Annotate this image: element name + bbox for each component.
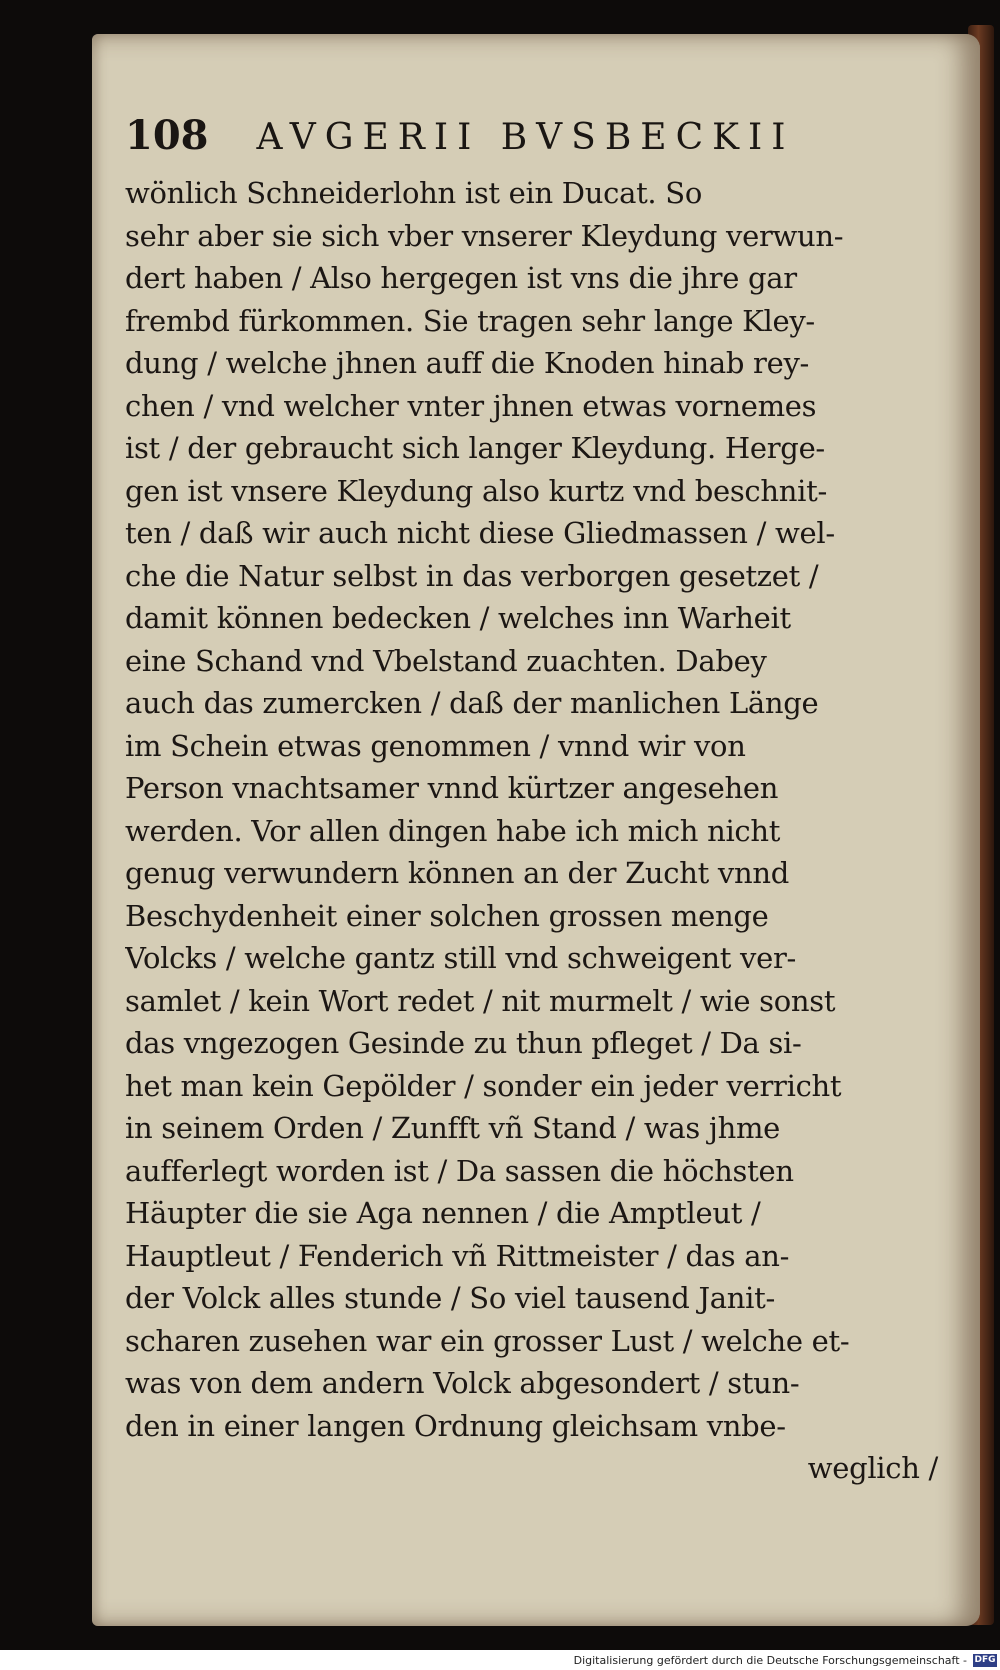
text-line: der Volck alles stunde / So viel tausend Janit- bbox=[125, 1281, 775, 1315]
text-line: werden. Vor allen dingen habe ich mich nicht bbox=[125, 813, 781, 848]
text-line: in seinem Orden / Zunfft vñ Stand / was jhme bbox=[125, 1111, 781, 1145]
text-line: im Schein etwas genommen / vnnd wir von bbox=[125, 728, 746, 763]
digitization-footer bbox=[0, 1650, 1000, 1670]
funding-notice: Digitalisierung gefördert durch die Deutsche Forschungsgemeinschaft - bbox=[573, 1653, 967, 1667]
text-line: frembd fürkommen. Sie tragen sehr lange Kley- bbox=[125, 303, 815, 338]
text-line: samlet / kein Wort redet / nit murmelt / wie sonst bbox=[125, 983, 836, 1018]
text-line: sehr aber sie sich vber vnserer Kleydung verwun- bbox=[125, 218, 844, 253]
text-line: che die Natur selbst in das verborgen gesetzet / bbox=[125, 558, 819, 593]
text-line: Volcks / welche gantz still vnd schweigent ver- bbox=[125, 941, 797, 975]
text-line: damit können bedecken / welches inn Warheit bbox=[125, 601, 791, 635]
text-line: Beschydenheit einer solchen grossen menge bbox=[125, 898, 769, 933]
text-line: genug verwundern können an der Zucht vnnd bbox=[125, 856, 789, 890]
dfg-logo-icon: DFG bbox=[974, 1654, 996, 1665]
body-text bbox=[125, 172, 960, 1490]
text-line: auch das zumercken / daß der manlichen Länge bbox=[125, 686, 819, 720]
text-line: Person vnachtsamer vnnd kürtzer angesehen bbox=[125, 771, 779, 805]
text-line: das vngezogen Gesinde zu thun pfleget / Da si- bbox=[125, 1026, 802, 1060]
text-line: was von dem andern Volck abgesondert / stun- bbox=[125, 1366, 800, 1400]
page-number: 108 bbox=[125, 112, 209, 159]
running-head: AVGERII BVSBECKII bbox=[256, 117, 795, 158]
text-line: gen ist vnsere Kleydung also kurtz vnd beschnit- bbox=[125, 473, 827, 508]
text-line: den in einer langen Ordnung gleichsam vnbe- bbox=[125, 1408, 786, 1443]
text-line: ist / der gebraucht sich langer Kleydung. Herge- bbox=[125, 431, 825, 465]
text-line: dung / welche jhnen auff die Knoden hinab rey- bbox=[125, 346, 810, 380]
text-line: Häupter die sie Aga nennen / die Amptleut / bbox=[125, 1196, 761, 1230]
text-line: aufferlegt worden ist / Da sassen die höchsten bbox=[125, 1153, 794, 1188]
text-line: Hauptleut / Fenderich vñ Rittmeister / das an- bbox=[125, 1238, 790, 1273]
text-line: chen / vnd welcher vnter jhnen etwas vornemes bbox=[125, 388, 817, 423]
catchword-line: weglich / bbox=[807, 1451, 938, 1485]
text-line: ten / daß wir auch nicht diese Gliedmassen / wel- bbox=[125, 516, 835, 550]
text-line: dert haben / Also hergegen ist vns die jhre gar bbox=[125, 261, 797, 295]
page-header bbox=[125, 112, 865, 172]
text-line: wönlich Schneiderlohn ist ein Ducat. So bbox=[125, 176, 702, 210]
text-line: het man kein Gepölder / sonder ein jeder verricht bbox=[125, 1068, 842, 1103]
text-line: scharen zusehen war ein grosser Lust / welche et- bbox=[125, 1323, 850, 1358]
text-line: eine Schand vnd Vbelstand zuachten. Dabey bbox=[125, 643, 767, 678]
